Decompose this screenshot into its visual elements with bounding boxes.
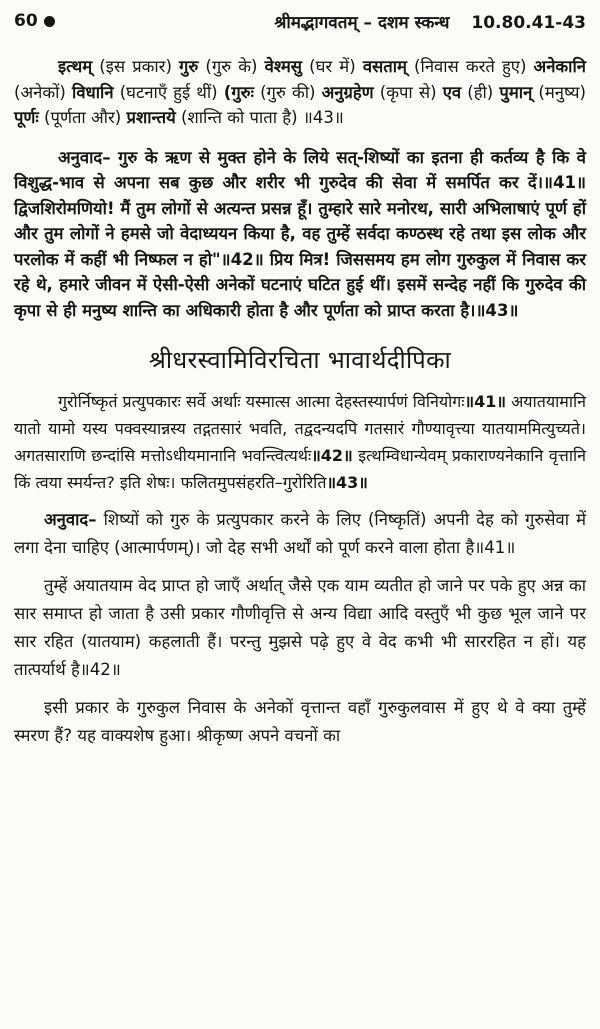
word-gloss [14, 54, 586, 131]
gloss-text: (अनेकों) [14, 82, 73, 102]
gloss-term: प्रशान्तये [126, 108, 176, 127]
gloss-term: अनुग्रहेण [321, 82, 374, 102]
commentary-translation-43: इसी प्रकार के गुरुकुल निवास के अनेकों वृत्तान्त वहाँ गुरुकुलवास में हुए थे वे क्या तुम्हें स्मरण हैं? यह वाक्यशेष हुआ। श्रीकृष्ण अपने वचनों का [14, 698, 586, 745]
commentary-text: अयातयामानि यातो यामो यस्य पक्वस्यान्नस्य तद्गतसारं भवति, तद्वदन्यदपि गतसारं गौण्यावृत्त्या यातयाममित्युच्यते। अगतसाराणि छन्दांसि मत्तोऽधीयमानानि भवन्त्वित्यर्थः [14, 392, 587, 465]
commentary-text: गुरोर्निष्कृतं प्रत्युपकारः सर्वे अर्थाः यस्मात्स आत्मा देहस्तस्यार्पणं विनियोगः [58, 392, 465, 411]
gloss-text: (कृपा से) [373, 82, 443, 102]
commentary-term: ॥41॥ [464, 392, 506, 411]
commentary-translation-42: तुम्हें अयातयाम वेद प्राप्त हो जाएँ अर्थात् जैसे एक याम व्यतीत हो जाने पर पके हुए अन्न का सार समाप्त हो जाता है उसी प्रकार गौणीवृत्ति से अन्य विद्या आदि वस्तुएँ भी कुछ भूल जाने पर सार रहित (यातयाम) कहलाती हैं। परन्तु मुझसे पढ़े हुए वे वेद कभी भी साररहित न हों। यह तात्पर्यार्थ है॥42॥ [14, 576, 586, 679]
gloss-term: (गुरुः [223, 82, 254, 102]
commentary-title: श्रीधरस्वामिविरचिता भावार्थदीपिका [148, 346, 452, 374]
gloss-text: (पूर्णता और) [38, 108, 127, 127]
gloss-term: पूर्णः [14, 108, 39, 127]
commentary-translation-text-41: शिष्यों को गुरु के प्रत्युपकार करने के लिए (निष्कृतिं) अपनी देह को गुरुसेवा में लगा देना चाहिए (आत्मार्पणम्)। जो देह सभी अर्थों को पूर्ण करने वाला होता है॥41॥ [14, 510, 586, 557]
gloss-text: (ही) [461, 82, 500, 102]
commentary-translation-41 [14, 506, 586, 562]
running-title [274, 10, 586, 33]
gloss-term: वसताम् [362, 57, 407, 76]
gloss-term: गुरु [179, 57, 199, 76]
gloss-text: (घटनाएँ हुई थीं) [113, 82, 224, 102]
gloss-term: पुमान् [499, 82, 533, 102]
sanskrit-commentary [14, 388, 586, 496]
page-number: 60 [14, 11, 38, 31]
commentary-translation-label: अनुवाद– [44, 510, 97, 529]
translation-paragraph [14, 145, 586, 324]
bullet-icon [44, 16, 55, 27]
page-header [14, 6, 586, 36]
translation-text: गुरु के ऋण से मुक्त होने के लिये सत्-शिष्यों का इतना ही कर्तव्य है कि वे विशुद्ध-भाव से अपना सब कुछ और शरीर भी गुरुदेव की सेवा में समर्पित कर दें।॥41॥ द्विजशिरोमणियो! मैं तुम लोगों से अत्यन्त प्रसन्न हूँ। तुम्हारे सारे मनोरथ, सारी अभिलाषाएं पूर्ण हों और तुम लोगों ने हमसे जो वेदाध्ययन किया है, वह तुम्हें सर्वदा कण्ठस्थ रहे तथा इस लोक और परलोक में कहीं भी निष्फल न हो"॥42॥ प्रिय मित्र! जिससमय हम लोग गुरुकुल में निवास कर रहे थे, हमारे जीवन में ऐसी-ऐसी अनेकों घटनाएं घटित हुई थीं। इसमें सन्देह नहीं कि गुरुदेव की कृपा से ही मनुष्य शान्ति का अधिकारी होता है और पूर्णता को प्राप्त करता है।॥43॥ [14, 147, 586, 320]
gloss-text: (गुरु की) [253, 82, 322, 102]
gloss-term: एव [442, 82, 462, 102]
gloss-text: (गुरु के) [198, 57, 265, 76]
book-title: श्रीमद्भागवतम् – दशम स्कन्ध [274, 12, 450, 33]
translation-label: अनुवाद– [58, 147, 111, 167]
verse-reference: 10.80.41-43 [471, 12, 586, 33]
gloss-term: इत्थम् [58, 57, 93, 76]
commentary-text: इत्थम्विधान्येवम् प्रकाराण्यनेकानि वृत्तानि किं त्वया स्मर्यन्त? इति शेषः। फलितमुपसंहरति–गुरोरिति [14, 446, 586, 492]
commentary-term: ॥43॥ [326, 473, 368, 492]
gloss-text: (इस प्रकार) [92, 57, 180, 76]
gloss-text: (शान्ति को पाता है) ॥43॥ [175, 108, 344, 127]
gloss-text: (मनुष्य) [532, 82, 587, 102]
gloss-text: (निवास करते हुए) [406, 57, 534, 76]
commentary-term: ॥42॥ [311, 446, 353, 465]
gloss-term: अनेकानि [533, 57, 586, 76]
gloss-term: वेश्मसु [264, 57, 303, 76]
gloss-term: विधानि [72, 82, 114, 102]
gloss-text: (घर में) [302, 57, 363, 76]
